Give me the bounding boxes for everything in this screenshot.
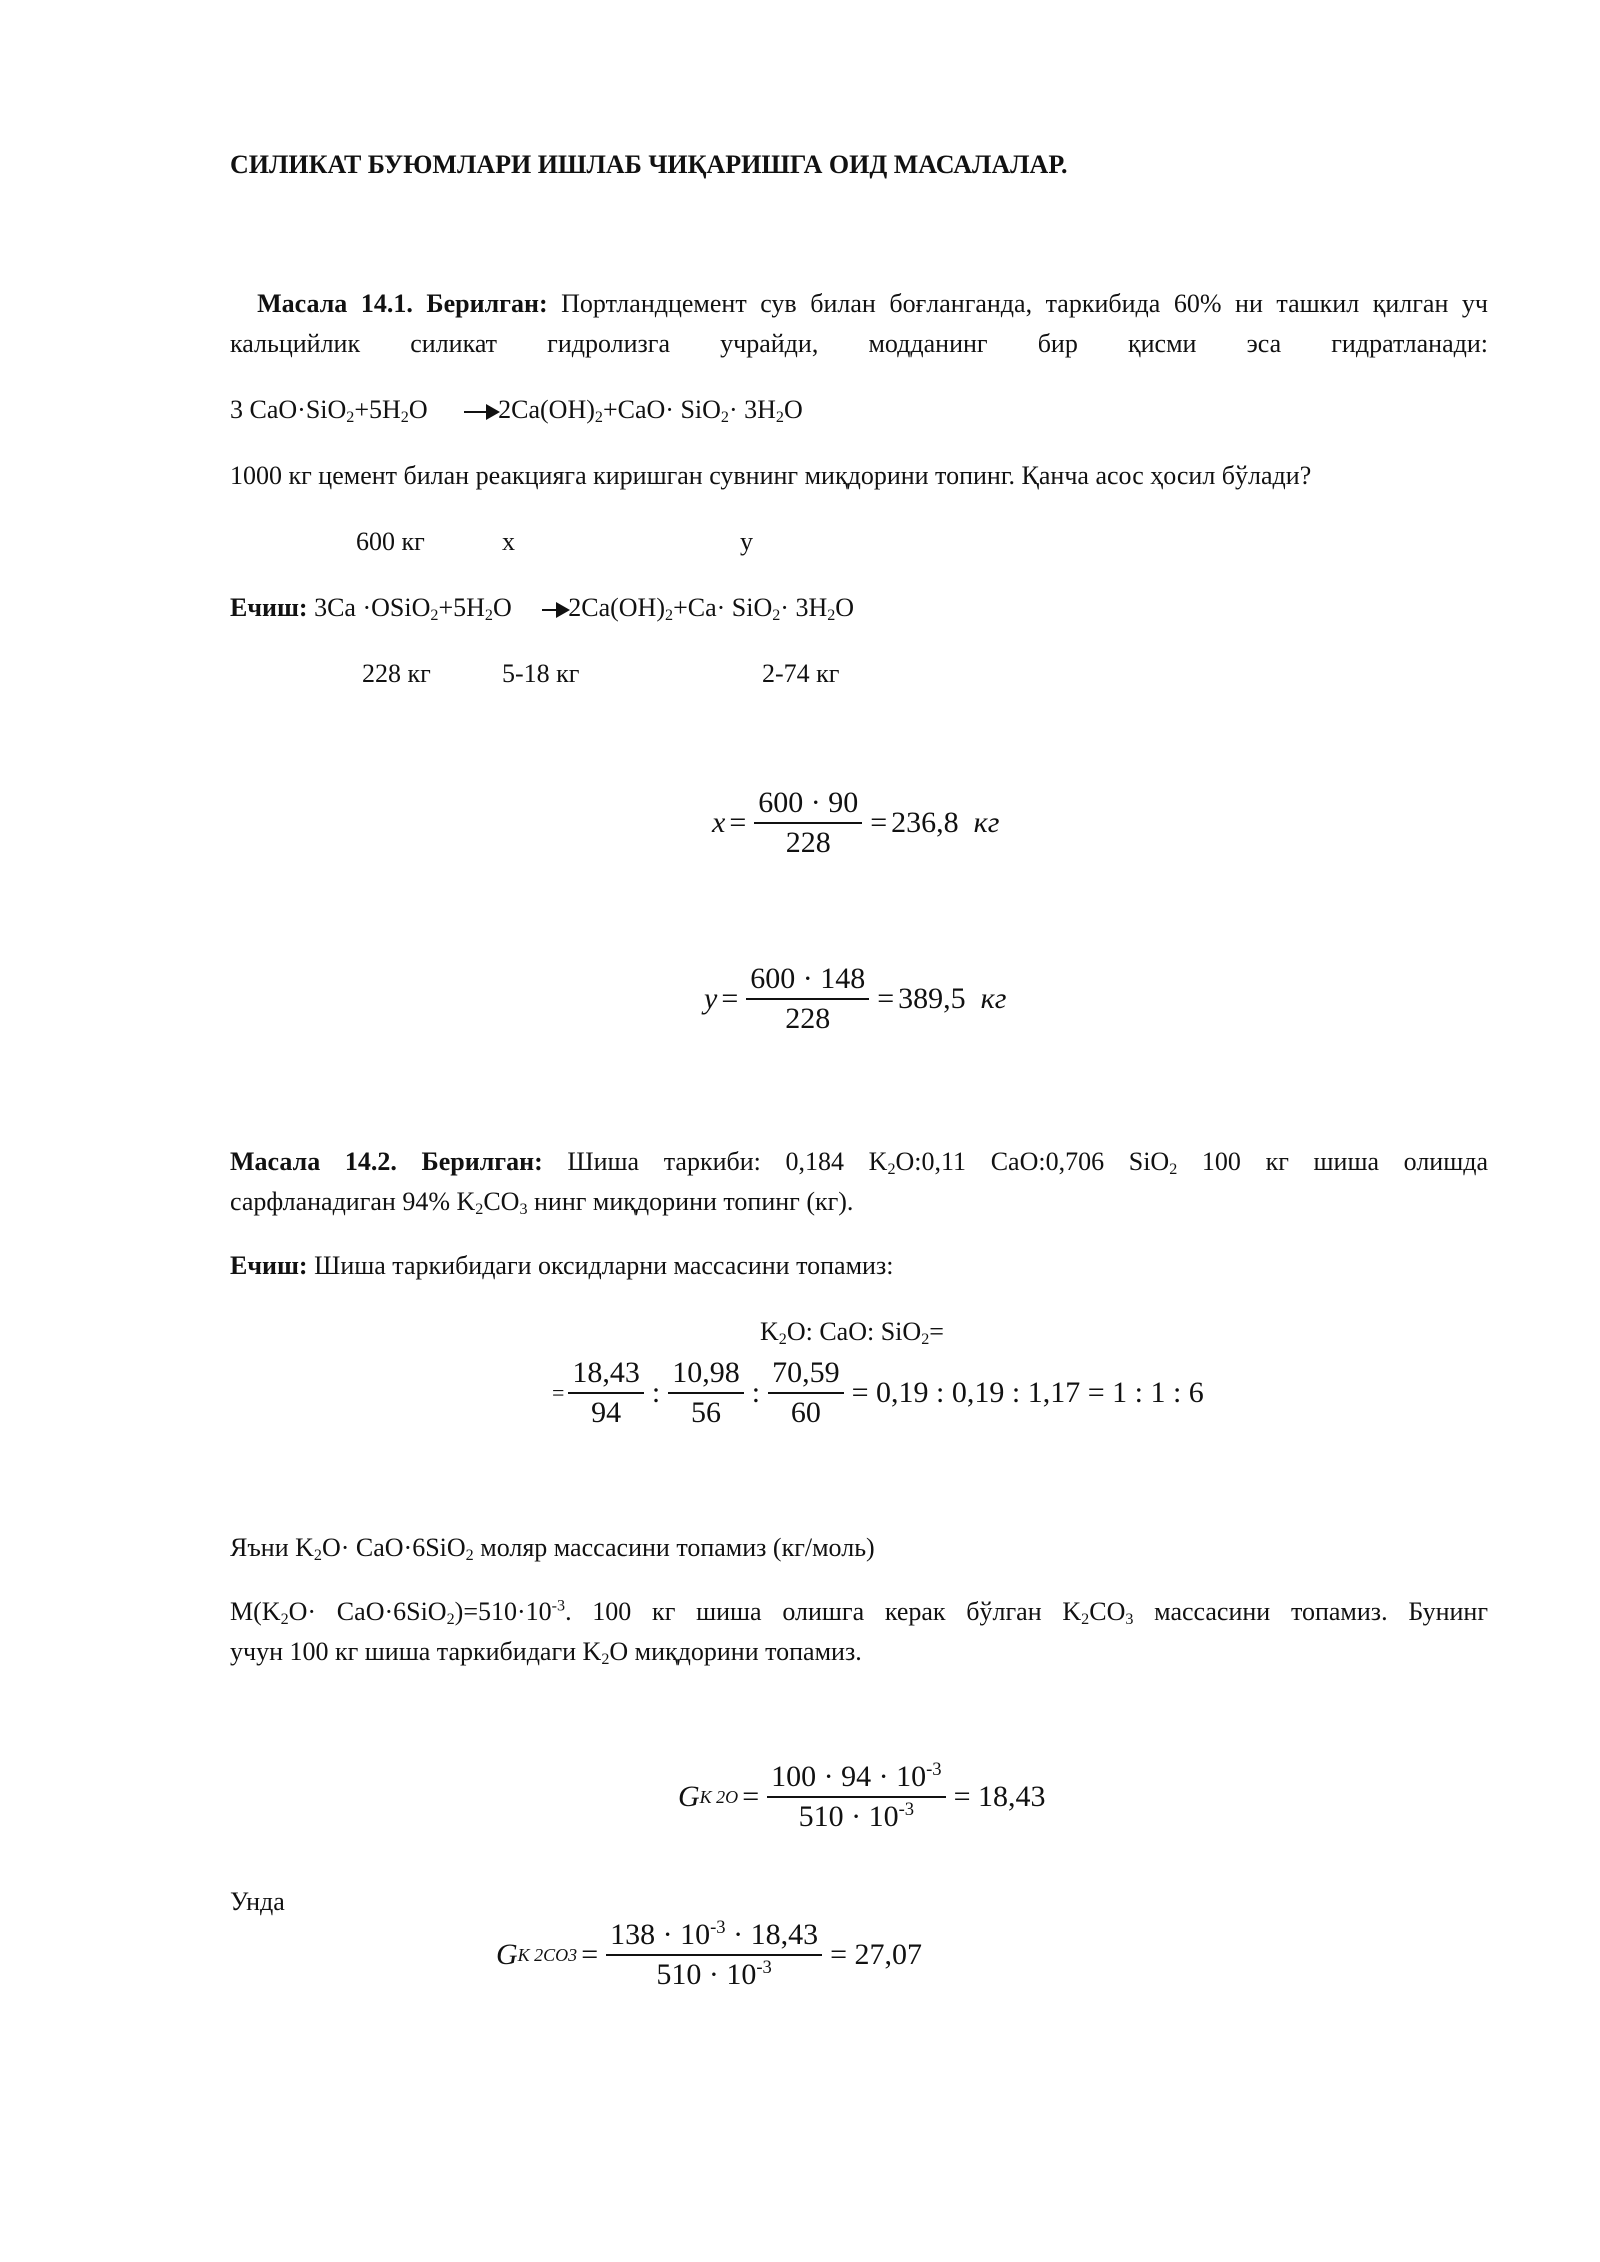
mass-label-600: 600 кг bbox=[356, 527, 425, 556]
problem-1-given-label: Берилган: bbox=[426, 289, 548, 318]
formula-y: y = $\frac{600 \cdot 148}{228}$ = 389,5 кг bbox=[704, 962, 1007, 1035]
problem-2-solution: Ечиш: Шиша таркибидаги оксидларни массасини топамиз: bbox=[230, 1251, 894, 1280]
problem-1-solution-reaction: Ечиш: $3Ca \cdot OSiO_2+5H_2O$ $2Ca(OH)_2+Ca\cdot SiO_2\cdot 3H_2O$ bbox=[230, 593, 855, 625]
mass-label-base: 2-74 кг bbox=[762, 659, 840, 688]
problem-1-statement bbox=[230, 284, 1488, 364]
problem-2-label: Масала 14.2. bbox=[230, 1147, 397, 1176]
problem-1-text: Портландцемент сув билан боғланганда, таркибида 60% ни ташкил қилган уч кальцийлик силикат гидролизга учрайди, модданинг бир қисми эса гидратланади: bbox=[230, 289, 1488, 358]
problem-1-label: Масала 14.1. bbox=[257, 289, 413, 318]
then-label: Унда bbox=[230, 1887, 285, 1916]
unknown-x-label: x bbox=[502, 527, 515, 556]
solution-label: Ечиш: bbox=[230, 593, 308, 622]
problem-2-given-label: Берилган: bbox=[421, 1147, 543, 1176]
problem-1-question: 1000 кг цемент билан реакцияга киришган сувнинг миқдорини топинг. Қанча асос ҳосил бўлади? bbox=[230, 461, 1312, 490]
problem-1-reaction: 3 $CaO\cdot SiO_2+5H_2O$ $2Ca(OH)_2+CaO\cdot SiO_2\cdot 3H_2O$ bbox=[230, 395, 803, 427]
solution-label: Ечиш: bbox=[230, 1251, 308, 1280]
formula-x: x = $\frac{600 \cdot 90}{228}$ = 236,8 кг bbox=[712, 786, 1000, 859]
molar-mass-paragraph: $M(K_2O\cdot CaO\cdot 6SiO_2)=510\cdot 10^{-3}$. 100 кг шиша олишга керак бўлган $K_2CO_3$ массасини топамиз. Бунинг учун 100 кг шиша таркибидаги $K_2O$ миқдорини топамиз. bbox=[230, 1597, 1489, 1669]
ratio-formula: = $\frac{18,43}{94}$ : $\frac{10,98}{56}$ : $\frac{70,59}{60}$ = 0,19 : 0,19 : 1,17 = 1 : 1 : 6 bbox=[552, 1356, 1204, 1429]
reaction-arrow-icon bbox=[542, 609, 568, 611]
molar-mass-line: Яъни $K_2O\cdot CaO\cdot 6SiO_2$ моляр массасини топамиз (кг/моль) bbox=[230, 1533, 875, 1565]
reaction-arrow-icon bbox=[464, 411, 498, 413]
mass-label-water: 5-18 кг bbox=[502, 659, 580, 688]
formula-g-k2co3: G K 2CO3 = $\frac{138 \cdot 10^{-3} \cdot 18,43}{510 \cdot 10^{-3}}$ = 27,07 bbox=[496, 1916, 923, 1991]
problem-2-statement: Масала 14.2. Берилган: Шиша таркиби: 0,184 $K_2O:0,11$ CaO:0,706 SiO$_2$ 100 кг шиша олишда сарфланадиган 94% $K_2CO_3$ нинг миқдорини топинг (кг). bbox=[230, 1147, 1488, 1219]
unknown-y-label: y bbox=[740, 527, 753, 556]
mass-label-228: 228 кг bbox=[362, 659, 431, 688]
ratio-header: $K_2O$: CaO: SiO$_2$= bbox=[760, 1317, 944, 1349]
page-title: СИЛИКАТ БУЮМЛАРИ ИШЛАБ ЧИҚАРИШГА ОИД МАСАЛАЛАР. bbox=[230, 150, 1068, 179]
formula-g-k2o: G K 2O = $\frac{100 \cdot 94 \cdot 10^{-3}}{510 \cdot 10^{-3}}$ = 18,43 bbox=[678, 1758, 1046, 1833]
